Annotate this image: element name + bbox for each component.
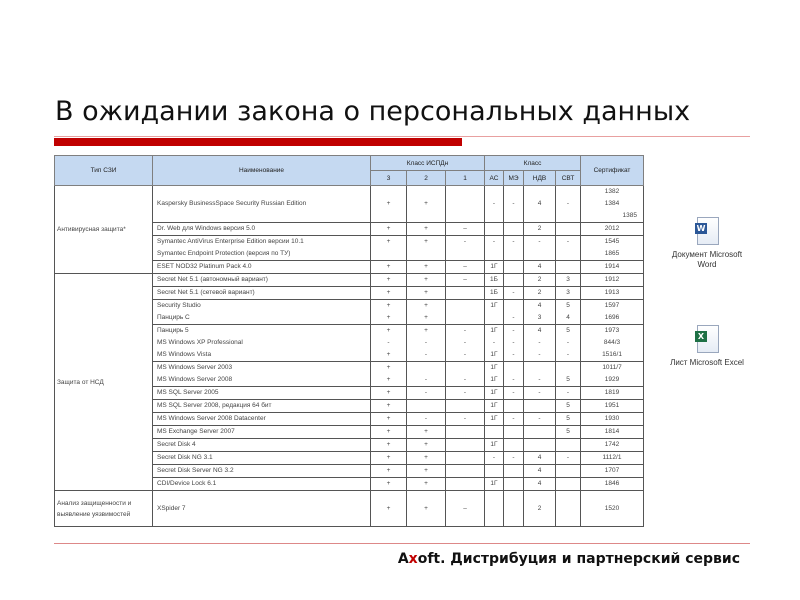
product-name: Symantec Endpoint Protection (версия по ТУ) (153, 248, 371, 261)
product-name: MS Exchange Server 2007 (153, 426, 371, 439)
certificate-cell (581, 300, 644, 313)
cell-class-3: + (371, 465, 407, 478)
certificate-number: 2012 (604, 225, 620, 232)
product-name: Symantec AntiVirus Enterprise Edition версии 10.1 (153, 236, 371, 249)
cell-class-3: + (371, 478, 407, 491)
cell-class-2: + (407, 287, 446, 300)
cell-class-2: + (407, 236, 446, 249)
certificate-cell (581, 186, 644, 223)
header-class: Класс (485, 156, 581, 171)
app-badge: W (696, 224, 706, 233)
cell-as: 1Г (485, 325, 504, 338)
cell-class-1: - (446, 236, 485, 249)
cell-svt (556, 261, 581, 274)
cell-ndv (524, 248, 556, 261)
cell-ndv: 2 (524, 491, 556, 527)
header-svt: СВТ (556, 171, 581, 186)
cell-class-3: + (371, 300, 407, 313)
certificate-number: 1597 (604, 302, 620, 309)
cell-svt: - (556, 349, 581, 362)
cell-class-3: + (371, 400, 407, 413)
cell-class-2: - (407, 413, 446, 426)
cell-me (504, 491, 524, 527)
cell-me (504, 426, 524, 439)
cell-ndv: 2 (524, 287, 556, 300)
cell-as (485, 223, 504, 236)
cell-as (485, 426, 504, 439)
cell-class-3: + (371, 287, 407, 300)
cell-class-3: + (371, 374, 407, 387)
cell-me: - (504, 287, 524, 300)
certificate-number: 1382 (604, 188, 620, 195)
cell-me (504, 400, 524, 413)
cell-class-3: + (371, 261, 407, 274)
cell-svt: - (556, 236, 581, 249)
cell-as: 1Г (485, 413, 504, 426)
product-name: Secret Net 5.1 (автономный вариант) (153, 274, 371, 287)
cell-class-1: - (446, 337, 485, 349)
attachment-label[interactable]: Документ Microsoft Word (671, 250, 743, 269)
certificate-cell (581, 287, 644, 300)
cell-svt: 3 (556, 274, 581, 287)
certificate-number: 1819 (604, 389, 620, 396)
cell-svt (556, 491, 581, 527)
product-name: Security Studio (153, 300, 371, 313)
cell-class-2: + (407, 186, 446, 223)
cell-as (485, 465, 504, 478)
cell-as (485, 312, 504, 325)
product-name: Панцирь С (153, 312, 371, 325)
certificate-number: 1707 (604, 467, 620, 474)
certificate-number: 1913 (604, 289, 620, 296)
cell-as: 1Г (485, 478, 504, 491)
product-name: Kaspersky BusinessSpace Security Russian Edition (153, 186, 371, 223)
cell-class-1: – (446, 261, 485, 274)
cell-class-3: + (371, 491, 407, 527)
cell-class-2: + (407, 439, 446, 452)
certificate-cell (581, 325, 644, 338)
table-row (55, 186, 644, 223)
certificate-cell (581, 236, 644, 249)
cell-ndv: 4 (524, 478, 556, 491)
product-name: MS Windows XP Professional (153, 337, 371, 349)
cell-ndv: 2 (524, 274, 556, 287)
attachment-label[interactable]: Лист Microsoft Excel (670, 358, 744, 367)
cell-me: - (504, 452, 524, 465)
cell-svt: 5 (556, 426, 581, 439)
certificate-number: 1516/1 (602, 351, 622, 358)
product-name: MS SQL Server 2005 (153, 387, 371, 400)
certificate-cell (581, 337, 644, 349)
cell-class-2: - (407, 337, 446, 349)
cell-as: - (485, 452, 504, 465)
cell-ndv: 4 (524, 465, 556, 478)
table-row (55, 491, 644, 527)
cell-as: 1Г (485, 261, 504, 274)
certificate-number: 1742 (604, 441, 620, 448)
cell-class-1 (446, 186, 485, 223)
certificate-cell (581, 400, 644, 413)
cell-ndv: 4 (524, 261, 556, 274)
product-name: Панцирь 5 (153, 325, 371, 338)
cell-class-3: + (371, 223, 407, 236)
cell-ndv: 3 (524, 312, 556, 325)
product-name: Secret Net 5.1 (сетевой вариант) (153, 287, 371, 300)
cell-as: 1Г (485, 387, 504, 400)
word-document-icon[interactable] (697, 217, 719, 245)
cell-as: - (485, 236, 504, 249)
cell-me: - (504, 186, 524, 223)
cell-class-2: + (407, 312, 446, 325)
certificate-cell (581, 426, 644, 439)
cell-ndv: - (524, 374, 556, 387)
cell-ndv: - (524, 337, 556, 349)
cell-me (504, 261, 524, 274)
cell-class-3: + (371, 325, 407, 338)
cell-svt: 5 (556, 400, 581, 413)
certificate-cell (581, 387, 644, 400)
header-ispdn-class: Класс ИСПДн (371, 156, 485, 171)
cell-svt: 3 (556, 287, 581, 300)
cell-me: - (504, 337, 524, 349)
cell-class-2 (407, 400, 446, 413)
certificate-number: 1914 (604, 263, 620, 270)
cell-class-1: - (446, 387, 485, 400)
cell-as: 1Г (485, 362, 504, 375)
cell-me (504, 274, 524, 287)
cell-ndv (524, 426, 556, 439)
cell-as: - (485, 186, 504, 223)
cell-ndv: 4 (524, 325, 556, 338)
product-name: Dr. Web для Windows версия 5.0 (153, 223, 371, 236)
footer-divider (54, 543, 750, 544)
cell-ndv: 4 (524, 186, 556, 223)
cell-svt (556, 248, 581, 261)
cell-class-1: – (446, 274, 485, 287)
cell-me: - (504, 325, 524, 338)
cell-ndv: - (524, 387, 556, 400)
cell-class-2: + (407, 478, 446, 491)
cell-me: - (504, 374, 524, 387)
certificate-cell (581, 478, 644, 491)
cell-svt (556, 439, 581, 452)
cell-class-3: + (371, 413, 407, 426)
title-divider (54, 136, 750, 137)
cell-me: - (504, 413, 524, 426)
cell-class-1 (446, 312, 485, 325)
certificate-number: 1814 (604, 428, 620, 435)
product-name: MS Windows Server 2008 Datacenter (153, 413, 371, 426)
cell-class-1 (446, 248, 485, 261)
product-name: ESET NOD32 Platinum Pack 4.0 (153, 261, 371, 274)
cell-class-1 (446, 287, 485, 300)
cell-ndv (524, 439, 556, 452)
certificate-number: 1951 (604, 402, 620, 409)
cell-class-1 (446, 300, 485, 313)
cell-class-2 (407, 362, 446, 375)
excel-sheet-icon[interactable] (697, 325, 719, 353)
cell-class-1 (446, 478, 485, 491)
cell-svt: 5 (556, 325, 581, 338)
cell-as: 1Г (485, 400, 504, 413)
certificate-cell (581, 349, 644, 362)
certificate-cell (581, 491, 644, 527)
header-class-3: 3 (371, 171, 407, 186)
product-name: XSpider 7 (153, 491, 371, 527)
cell-svt (556, 223, 581, 236)
product-name: CDI/Device Lock 6.1 (153, 478, 371, 491)
product-name: MS Windows Server 2008 (153, 374, 371, 387)
header-name: Наименование (153, 156, 371, 186)
product-name: MS Windows Server 2003 (153, 362, 371, 375)
certificate-cell (581, 274, 644, 287)
cell-svt: - (556, 387, 581, 400)
certificate-number: 1912 (604, 276, 620, 283)
cell-class-2 (407, 248, 446, 261)
cell-class-1: – (446, 223, 485, 236)
certificate-cell (581, 374, 644, 387)
sza-type-cell: Анализ защищенности и выявление уязвимостей (55, 491, 153, 527)
certificate-cell (581, 362, 644, 375)
cell-svt: - (556, 186, 581, 223)
cell-class-2: - (407, 387, 446, 400)
certificate-number: 1973 (604, 327, 620, 334)
product-name: Secret Disk Server NG 3.2 (153, 465, 371, 478)
app-badge: X (695, 331, 707, 342)
cell-me (504, 465, 524, 478)
slide-title: В ожидании закона о персональных данных (55, 96, 691, 127)
title-accent-bar (54, 138, 462, 146)
cell-class-1: - (446, 374, 485, 387)
cell-as: 1Г (485, 349, 504, 362)
cell-class-3: + (371, 186, 407, 223)
certificate-number: 1846 (604, 480, 620, 487)
cell-class-2: + (407, 491, 446, 527)
cell-as: 1Б (485, 287, 504, 300)
cell-class-2: + (407, 465, 446, 478)
cell-class-3: + (371, 349, 407, 362)
certificate-cell (581, 312, 644, 325)
certificate-number: 1112/1 (602, 454, 622, 461)
cell-class-1 (446, 426, 485, 439)
cell-ndv: - (524, 236, 556, 249)
header-type: Тип СЗИ (55, 156, 153, 186)
cell-svt (556, 478, 581, 491)
cell-class-3: + (371, 387, 407, 400)
product-name: MS Windows Vista (153, 349, 371, 362)
cell-as (485, 491, 504, 527)
cell-me (504, 223, 524, 236)
header-class-2: 2 (407, 171, 446, 186)
cell-ndv: 2 (524, 223, 556, 236)
cell-svt: 4 (556, 312, 581, 325)
cell-ndv: 4 (524, 452, 556, 465)
cell-class-1: – (446, 491, 485, 527)
brand-rest: oft. (417, 551, 446, 567)
cell-svt: - (556, 452, 581, 465)
header-class-1: 1 (446, 171, 485, 186)
cell-me: - (504, 236, 524, 249)
cell-class-2: - (407, 374, 446, 387)
footer-text: Дистрибуция и партнерский сервис (445, 551, 740, 567)
cell-as: - (485, 337, 504, 349)
cell-me (504, 362, 524, 375)
cell-ndv: - (524, 349, 556, 362)
certificate-number: 1545 (604, 238, 620, 245)
certificate-number: 1930 (604, 415, 620, 422)
cell-ndv (524, 362, 556, 375)
cell-class-3: + (371, 274, 407, 287)
cell-class-1 (446, 400, 485, 413)
table-row (55, 274, 644, 287)
cell-me: - (504, 349, 524, 362)
cell-class-2: + (407, 300, 446, 313)
cell-class-3: + (371, 236, 407, 249)
cell-class-2: + (407, 452, 446, 465)
certificate-cell (581, 452, 644, 465)
cell-svt (556, 362, 581, 375)
cell-class-3 (371, 248, 407, 261)
cell-ndv: - (524, 413, 556, 426)
cell-class-1 (446, 439, 485, 452)
cell-ndv (524, 400, 556, 413)
cell-me: - (504, 387, 524, 400)
cell-class-3: + (371, 452, 407, 465)
cell-class-1: - (446, 413, 485, 426)
cell-svt: 5 (556, 374, 581, 387)
sza-type-cell: Антивирусная защита* (55, 186, 153, 274)
certificate-number: 1929 (604, 376, 620, 383)
cell-class-1 (446, 452, 485, 465)
cell-class-1 (446, 465, 485, 478)
certificate-cell (581, 439, 644, 452)
header-me: МЭ (504, 171, 524, 186)
product-name: MS SQL Server 2008, редакция 64 бит (153, 400, 371, 413)
cell-me (504, 300, 524, 313)
certificate-number: 1384 (604, 200, 620, 207)
cell-class-1 (446, 362, 485, 375)
sza-type-cell: Защита от НСД (55, 274, 153, 491)
cell-class-3: + (371, 426, 407, 439)
cell-me (504, 478, 524, 491)
cell-class-2: + (407, 325, 446, 338)
certificate-number: 1011/7 (602, 364, 622, 371)
cell-class-2: + (407, 261, 446, 274)
header-certificate: Сертификат (581, 156, 644, 186)
cell-class-3: + (371, 362, 407, 375)
certificate-number: 1696 (604, 314, 620, 321)
product-name: Secret Disk NG 3.1 (153, 452, 371, 465)
cell-class-3: - (371, 337, 407, 349)
cell-svt: 5 (556, 300, 581, 313)
footer-tagline (398, 551, 740, 567)
certificate-cell (581, 261, 644, 274)
cell-class-1: - (446, 325, 485, 338)
cell-svt: - (556, 337, 581, 349)
cell-class-1: - (446, 349, 485, 362)
cell-ndv: 4 (524, 300, 556, 313)
certificate-number: 1520 (604, 504, 620, 512)
certificate-cell (581, 223, 644, 236)
product-name: Secret Disk 4 (153, 439, 371, 452)
cell-class-2: + (407, 223, 446, 236)
certificate-cell (581, 465, 644, 478)
brand-letter-a: A (397, 551, 409, 567)
cell-me (504, 439, 524, 452)
certificate-cell (581, 413, 644, 426)
certificate-number: 1385 (622, 212, 638, 219)
certified-products-table (54, 155, 644, 527)
cell-class-3: + (371, 312, 407, 325)
certificate-number: 844/3 (603, 339, 621, 346)
cell-class-2: - (407, 349, 446, 362)
cell-as: 1Г (485, 300, 504, 313)
cell-me (504, 248, 524, 261)
cell-class-3: + (371, 439, 407, 452)
cell-as: 1Г (485, 439, 504, 452)
cell-as (485, 248, 504, 261)
cell-class-2: + (407, 426, 446, 439)
certificate-number: 1865 (604, 250, 620, 257)
cell-as: 1Б (485, 274, 504, 287)
header-ndv: НДВ (524, 171, 556, 186)
brand-letter-x: x (408, 551, 418, 567)
header-as: АС (485, 171, 504, 186)
certificate-cell (581, 248, 644, 261)
cell-me: - (504, 312, 524, 325)
cell-svt (556, 465, 581, 478)
cell-as: 1Г (485, 374, 504, 387)
cell-class-2: + (407, 274, 446, 287)
cell-svt: 5 (556, 413, 581, 426)
